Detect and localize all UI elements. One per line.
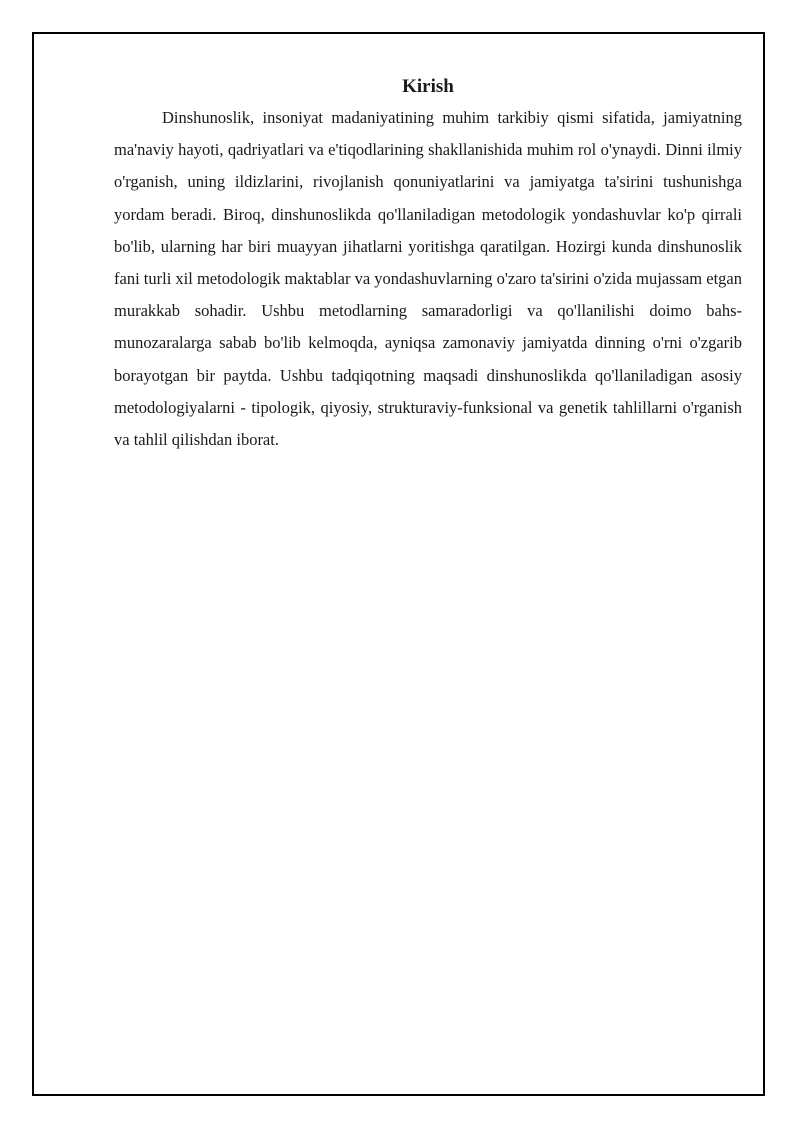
page-title: Kirish	[402, 76, 454, 97]
document-body	[114, 72, 742, 456]
intro-paragraph: Dinshunoslik, insoniyat madaniyatining muhim tarkibiy qismi sifatida, jamiyatning ma'naviy hayoti, qadriyatlari va e'tiqodlarining shakllanishida muhim rol o'ynaydi. Dinni ilmiy o'rganish, uning ildizlarini, rivojlanish qonuniyatlarini va jamiyatga ta'sirini tushunishga yordam beradi. Biroq, dinshunoslikda qo'llaniladigan metodologik yondashuvlar ko'p qirrali bo'lib, ularning har biri muayyan jihatlarni yoritishga qaratilgan. Hozirgi kunda dinshunoslik fani turli xil metodologik maktablar va yondashuvlarning o'zaro ta'sirini o'zida mujassam etgan murakkab sohadir. Ushbu metodlarning samaradorligi va qo'llanilishi doimo bahs-munozaralarga sabab bo'lib kelmoqda, ayniqsa zamonaviy jamiyatda dinning o'rni o'zgarib borayotgan bir paytda. Ushbu tadqiqotning maqsadi dinshunoslikda qo'llaniladigan asosiy metodologiyalarni - tipologik, qiyosiy, strukturaviy-funksional va genetik tahlillarni o'rganish va tahlil qilishdan iborat.	[114, 108, 742, 450]
